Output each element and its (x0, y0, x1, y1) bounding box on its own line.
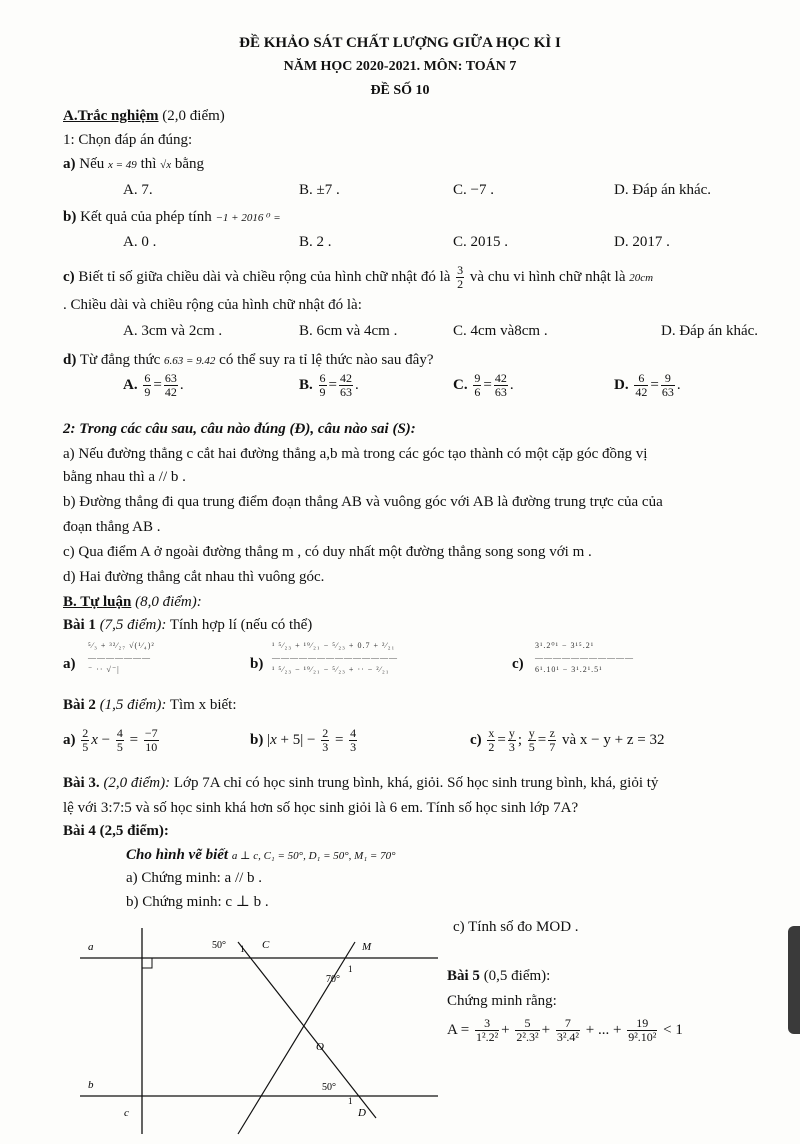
q1a-stem: a) Nếu x = 49 thì √x bằng (63, 156, 204, 172)
part-b-heading: B. Tự luận (8,0 điểm): (63, 594, 202, 610)
question-2: 2: Trong các câu sau, câu nào đúng (Đ), câu nào sai (S): (63, 421, 416, 437)
bai1-c-label: c) (512, 656, 524, 672)
label-C: C (262, 939, 270, 951)
q1b-option-a: A. 0 . (123, 234, 157, 250)
q1d-option-c: C. $\frac{9}{6}$ = $\frac{42}{63}$ . (453, 371, 514, 399)
q1b-option-c: C. 2015 . (453, 234, 509, 250)
q2b-line1: b) Đường thẳng đi qua trung điểm đoạn thẳng AB và vuông góc với AB là đường trung trực của của (63, 494, 663, 510)
bai4-a: a) Chứng minh: a // b . (126, 870, 263, 886)
bai1-heading: Bài 1 (7,5 điểm): Tính hợp lí (nếu có thể) (63, 617, 313, 633)
q1a-option-a: A. 7. (123, 182, 153, 198)
label-a: a (88, 941, 94, 953)
label-b: b (88, 1079, 94, 1091)
bai3-line1: Bài 3. (2,0 điểm): Lớp 7A chỉ có học sinh trung bình, khá, giỏi. Số học sinh trung bình, khá, giỏi tỷ (63, 775, 659, 791)
question-1: 1: Chọn đáp án đúng: (63, 132, 193, 148)
exam-title: ĐỀ KHẢO SÁT CHẤT LƯỢNG GIỮA HỌC KÌ I (239, 35, 561, 51)
q2d: d) Hai đường thẳng cắt nhau thì vuông góc. (63, 569, 325, 585)
label-D: D (358, 1107, 366, 1119)
label-angle-d: 50° (322, 1082, 336, 1093)
label-M: M (362, 941, 372, 953)
exam-subtitle: NĂM HỌC 2020-2021. MÔN: TOÁN 7 (283, 59, 517, 74)
bai1-b-label: b) (250, 656, 264, 672)
q1a-option-b: B. ±7 . (299, 182, 340, 198)
bai2-a: a) $\frac{2}{5}$ x − $\frac{4}{5}$ = $\frac{-7}{10}$ (63, 726, 158, 754)
q1a-option-c: C. −7 . (453, 182, 494, 198)
q2c: c) Qua điểm A ở ngoài đường thẳng m , có duy nhất một đường thẳng song song với m . (63, 544, 592, 560)
q2a-line1: a) Nếu đường thẳng c cắt hai đường thẳng a,b mà trong các góc tạo thành có một cặp góc đồng vị (63, 446, 648, 462)
bai4-c: c) Tính số đo MOD . (453, 919, 579, 935)
bai4-given: Cho hình vẽ biết a ⊥ c, C₁ = 50°, D₁ = 50°, M₁ = 70° (126, 847, 396, 863)
q1d-option-a: A. $\frac{6}{9}$ = $\frac{63}{42}$ . (123, 371, 184, 399)
q1c-stem: c) Biết tỉ số giữa chiều dài và chiều rộng của hình chữ nhật đó là $\frac{3}{2}$ và chu vi hình chữ nhật là 20cm (63, 263, 654, 291)
page-edge-tab (788, 926, 800, 1034)
bai3-line2: lệ với 3:7:5 và số học sinh khá hơn số học sinh giỏi là 6 em. Tính số học sinh lớp 7A? (63, 800, 579, 816)
bai1-a-label: a) (63, 656, 76, 672)
label-index-m: 1 (348, 964, 353, 974)
q1c-stem-2: . Chiều dài và chiều rộng của hình chữ nhật đó là: (63, 297, 362, 313)
q1b-option-d: D. 2017 . (614, 234, 670, 250)
bai1-c-expression: 3¹.2⁰¹ − 3¹⁵.2¹ ――――――――――― 6¹.10¹ − 3¹.2¹.5¹ (535, 641, 634, 674)
line-mo (238, 942, 355, 1134)
q2b-line2: đoạn thẳng AB . (63, 519, 161, 535)
line-cd (238, 942, 376, 1118)
label-O: O (316, 1041, 324, 1053)
label-index-d: 1 (348, 1096, 353, 1106)
bai1-b-expression: ¹ ⁵⁄₂₃ + ¹⁹⁄₂₁ − ⁵⁄₂₃ + 0.7 + ²⁄₂₁ ―――――――――――――― ¹ ⁵⁄₂₃ − ¹⁹⁄₂₁ − ⁵⁄₂₃ + ·· − ²⁄₂₁ (272, 641, 398, 674)
q1c-option-c: C. 4cm và8cm . (453, 323, 548, 339)
q1c-option-a: A. 3cm và 2cm . (123, 323, 223, 339)
bai2-b: b) |x + 5| − $\frac{2}{3}$ = $\frac{4}{3}$ (250, 726, 357, 754)
label-angle-m: 70° (326, 974, 340, 985)
bai4-b: b) Chứng minh: c ⊥ b . (126, 894, 269, 910)
q1a-option-d: D. Đáp án khác. (614, 182, 712, 198)
q1d-option-b: B. $\frac{6}{9}$ = $\frac{42}{63}$ . (299, 371, 359, 399)
q1b-stem: b) Kết quả của phép tính −1 + 2016 ⁰ = (63, 209, 281, 225)
q1c-option-b: B. 6cm và 4cm . (299, 323, 398, 339)
part-a-heading: A.Trắc nghiệm (2,0 điểm) (63, 108, 225, 124)
q2a-line2: bằng nhau thì a // b . (63, 469, 186, 485)
q1d-option-d: D. $\frac{6}{42}$ = $\frac{9}{63}$ . (614, 371, 681, 399)
label-c: c (124, 1107, 129, 1119)
bai1-a-expression: ⁵⁄₃ + ³²⁄₂₇ √(¹⁄₄)² ――――――― ⁻ ·· √⁻| (88, 641, 155, 674)
q1d-stem: d) Từ đẳng thức 6.63 = 9.42 có thể suy ra tỉ lệ thức nào sau đây? (63, 352, 434, 368)
bai5-expression: A = $\frac{3}{\text{1².2²}}$ + $\frac{5}{\text{2².3²}}$ + $\frac{7}{\text{3².4²}}$ + ... + $\frac{19}{\text{9².10²}}$ < 1 (447, 1016, 683, 1044)
bai2-heading: Bài 2 (1,5 điểm): Tìm x biết: (63, 697, 237, 713)
right-angle-mark (142, 958, 152, 968)
label-angle-c: 50° (212, 940, 226, 951)
bai4-heading: Bài 4 (2,5 điểm): (63, 823, 169, 839)
bai5-heading: Bài 5 (0,5 điểm): (447, 968, 551, 984)
geometry-figure (80, 928, 440, 1136)
bai5-text: Chứng minh rằng: (447, 993, 557, 1009)
bai2-c: c) $\frac{x}{2}$ = $\frac{y}{3}$ ; $\frac{y}{5}$ = $\frac{z}{7}$ và x − y + z = 32 (470, 726, 665, 754)
exam-number: ĐỀ SỐ 10 (370, 83, 430, 98)
q1b-option-b: B. 2 . (299, 234, 332, 250)
q1c-option-d: D. Đáp án khác. (661, 323, 759, 339)
label-index-c: 1 (240, 944, 245, 954)
